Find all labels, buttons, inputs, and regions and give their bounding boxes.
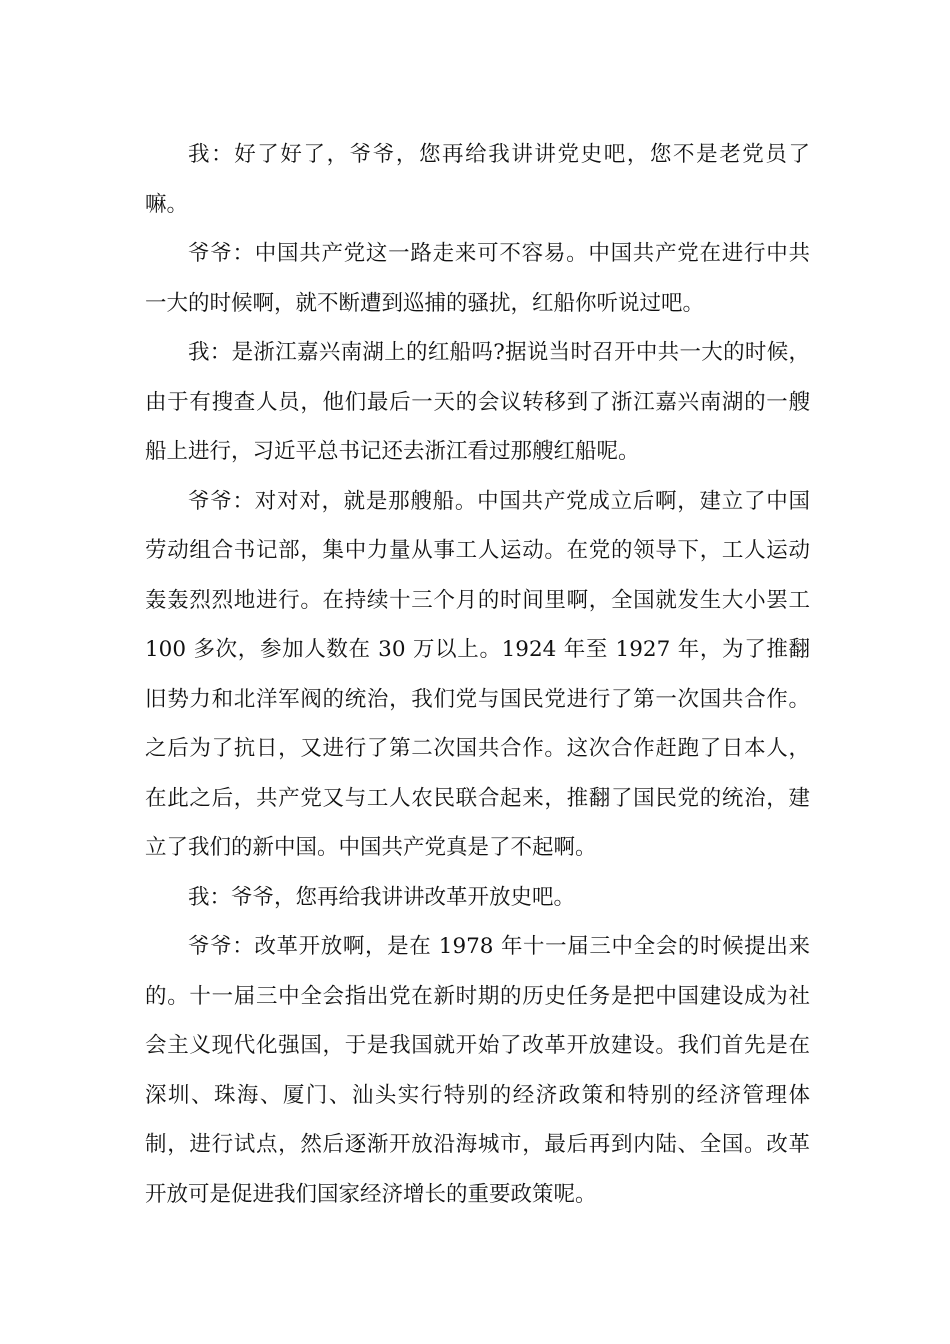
paragraph-dialogue: 爷爷：对对对，就是那艘船。中国共产党成立后啊，建立了中国劳动组合书记部，集中力量从事工人运动。在党的领导下，工人运动轰轰烈烈地进行。在持续十三个月的时间里啊，全国就发生大小罢工 100 多次，参加人数在 30 万以上。1924 年至 1927 年，为了推翻旧势力和北洋军阀的统治，我们党与国民党进行了第一次国共合作。之后为了抗日，又进行了第二次国共合作。这次合作赶跑了日本人，在此之后，共产党又与工人农民联合起来，推翻了国民党的统治，建立了我们的新中国。中国共产党真是了不起啊。: [145, 488, 810, 860]
document-body: [145, 130, 810, 1219]
paragraph-dialogue: 爷爷：改革开放啊，是在 1978 年十一届三中全会的时候提出来的。十一届三中全会指出党在新时期的历史任务是把中国建设成为社会主义现代化强国，于是我国就开始了改革开放建设。我们首先是在深圳、珠海、厦门、汕头实行特别的经济政策和特别的经济管理体制，进行试点，然后逐渐开放沿海城市，最后再到内陆、全国。改革开放可是促进我们国家经济增长的重要政策呢。: [145, 934, 810, 1207]
paragraph-dialogue: 我：是浙江嘉兴南湖上的红船吗?据说当时召开中共一大的时候，由于有搜查人员，他们最后一天的会议转移到了浙江嘉兴南湖的一艘船上进行，习近平总书记还去浙江看过那艘红船呢。: [145, 340, 810, 464]
paragraph-dialogue: 爷爷：中国共产党这一路走来可不容易。中国共产党在进行中共一大的时候啊，就不断遭到巡捕的骚扰，红船你听说过吧。: [145, 241, 810, 316]
paragraph-dialogue: 我：好了好了，爷爷，您再给我讲讲党史吧，您不是老党员了嘛。: [145, 142, 810, 217]
paragraph-dialogue: 我：爷爷，您再给我讲讲改革开放史吧。: [188, 884, 576, 910]
